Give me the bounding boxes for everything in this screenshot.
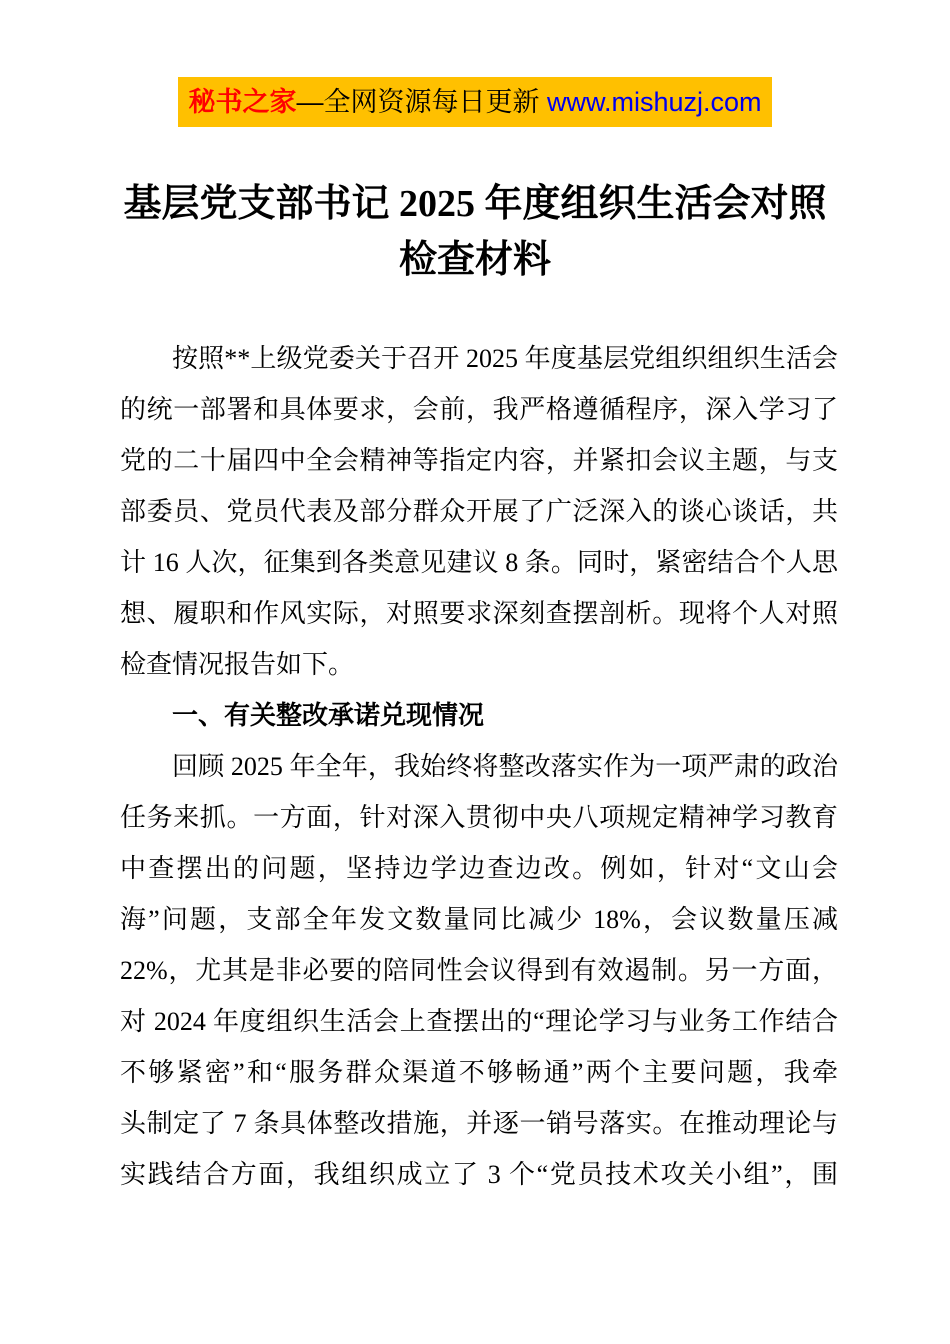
- document-title-line-2: 检查材料: [398, 239, 551, 281]
- document-body: [120, 333, 838, 1200]
- site-url-link[interactable]: www.mishuzj.com: [546, 87, 762, 117]
- site-header-banner: [178, 77, 771, 127]
- section-heading: 一、有关整改承诺兑现情况: [172, 701, 485, 730]
- document-title-line-1: 基层党支部书记 2025 年度组织生活会对照: [123, 183, 827, 225]
- body-line: 不够紧密”和“服务群众渠道不够畅通”两个主要问题，我牵: [120, 1058, 838, 1087]
- site-header: [0, 77, 950, 127]
- body-line: 计 16 人次，征集到各类意见建议 8 条。同时，紧密结合个人思: [120, 548, 838, 577]
- site-tagline: —全网资源每日更新: [296, 87, 547, 117]
- body-line: 中查摆出的问题，坚持边学边查边改。例如，针对“文山会: [120, 854, 838, 883]
- body-line: 想、履职和作风实际，对照要求深刻查摆剖析。现将个人对照: [120, 599, 838, 628]
- body-line: 党的二十届四中全会精神等指定内容，并紧扣会议主题，与支: [120, 446, 838, 475]
- body-line: 实践结合方面，我组织成立了 3 个“党员技术攻关小组”，围: [120, 1160, 838, 1189]
- body-line: 按照**上级党委关于召开 2025 年度基层党组织组织生活会: [172, 344, 838, 373]
- body-line: 部委员、党员代表及部分群众开展了广泛深入的谈心谈话，共: [120, 497, 838, 526]
- body-line: 海”问题，支部全年发文数量同比减少 18%，会议数量压减: [120, 905, 838, 934]
- body-line: 检查情况报告如下。: [120, 650, 355, 679]
- body-line: 回顾 2025 年全年，我始终将整改落实作为一项严肃的政治: [172, 752, 838, 781]
- document-title: [0, 176, 950, 288]
- body-line: 的统一部署和具体要求，会前，我严格遵循程序，深入学习了: [120, 395, 838, 424]
- site-name: 秘书之家: [188, 87, 297, 117]
- body-line: 任务来抓。一方面，针对深入贯彻中央八项规定精神学习教育: [120, 803, 838, 832]
- body-line: 22%，尤其是非必要的陪同性会议得到有效遏制。另一方面，: [120, 956, 838, 985]
- body-line: 对 2024 年度组织生活会上查摆出的“理论学习与业务工作结合: [120, 1007, 838, 1036]
- body-line: 头制定了 7 条具体整改措施，并逐一销号落实。在推动理论与: [120, 1109, 838, 1138]
